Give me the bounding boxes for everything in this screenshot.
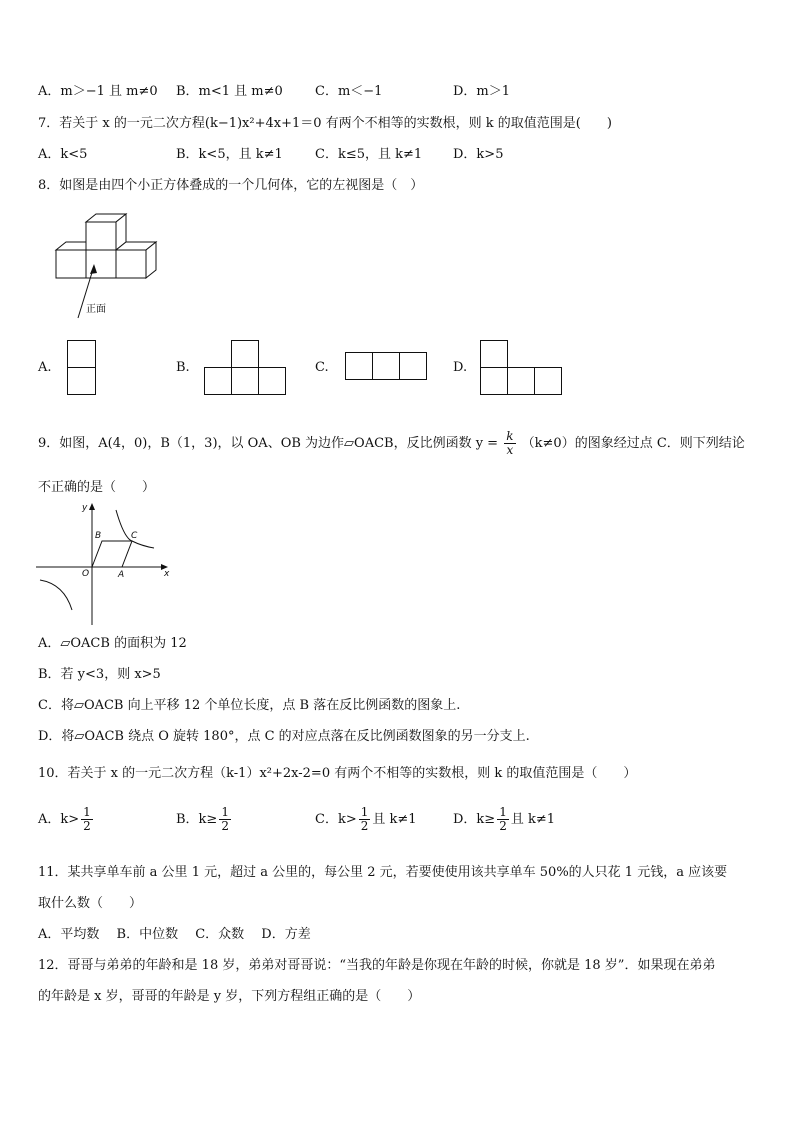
q8-option-c-label: C. — [315, 360, 329, 375]
q9-fraction — [504, 430, 515, 457]
q7-option-b: B．k<5，且 k≠1 — [176, 147, 283, 162]
q10-option-d — [453, 806, 555, 833]
q10-option-d-fraction — [497, 806, 509, 833]
q10-option-a-fraction — [81, 806, 93, 833]
q8-option-a-figure — [67, 340, 97, 396]
q8-option-b-label: B. — [176, 360, 190, 375]
q10-stem: 10．若关于 x 的一元二次方程（k-1）x²+2x-2=0 有两个不相等的实数根，则 k 的取值范围是（ ） — [38, 766, 637, 781]
q7-option-a: A．k<5 — [38, 147, 88, 162]
q9-stem-line2: 不正确的是（ ） — [38, 480, 156, 495]
q10-option-c-suffix: 且 k≠1 — [372, 812, 417, 827]
q8-option-a-label: A. — [38, 360, 52, 375]
q9-option-a: A．▱OACB 的面积为 12 — [38, 636, 187, 651]
q10-option-a-text: A．k> — [38, 812, 80, 827]
q10-option-b-fraction — [219, 806, 231, 833]
q7-stem: 7．若关于 x 的一元二次方程(k−1)x²+4x+1＝0 有两个不相等的实数根，则 k 的取值范围是( ) — [38, 116, 612, 131]
q10-option-d-frac-num: 1 — [499, 805, 507, 819]
q6-option-c: C．m＜−1 — [315, 84, 383, 99]
q9-fraction-num: k — [506, 429, 514, 443]
q9-y-axis-label: y — [82, 503, 88, 513]
q9-stem-line1 — [38, 430, 745, 457]
q10-option-c — [315, 806, 417, 833]
q9-option-c: C．将▱OACB 向上平移 12 个单位长度，点 B 落在反比例函数的图象上. — [38, 698, 461, 713]
q10-option-b — [176, 806, 233, 833]
q8-option-b-figure — [204, 340, 288, 396]
q11-stem-line1: 11．某共享单车前 a 公里 1 元，超过 a 公里的，每公里 2 元，若要使使用该共享单车 50%的人只花 1 元钱，a 应该要 — [38, 865, 728, 880]
q12-stem-line1: 12．哥哥与弟弟的年龄和是 18 岁，弟弟对哥哥说：“当我的年龄是你现在年龄的时候，你就是 18 岁”．如果现在弟弟 — [38, 958, 716, 973]
q6-option-a: A．m＞−1 且 m≠0 — [38, 84, 158, 99]
q9-point-a: A — [118, 570, 125, 580]
q10-option-a-frac-den: 2 — [83, 819, 91, 833]
q12-stem-line2: 的年龄是 x 岁，哥哥的年龄是 y 岁，下列方程组正确的是（ ） — [38, 989, 421, 1004]
q10-option-c-frac-num: 1 — [360, 805, 369, 819]
q9-option-d: D．将▱OACB 绕点 O 旋转 180°，点 C 的对应点落在反比例函数图象的另一分支上. — [38, 729, 530, 744]
q9-x-axis-label: x — [164, 569, 170, 579]
q9-fraction-den: x — [506, 443, 514, 457]
q9-point-o: O — [82, 569, 90, 579]
q10-option-d-suffix: 且 k≠1 — [510, 812, 556, 827]
q8-cube-figure — [40, 208, 170, 323]
q10-option-d-text: D．k≥ — [453, 812, 496, 827]
q10-option-c-text: C．k> — [315, 812, 357, 827]
q9-stem-part1: 9．如图，A(4，0)，B（1，3)，以 OA、OB 为边作▱OACB，反比例函数 y = — [38, 436, 499, 451]
q10-option-c-fraction — [359, 806, 371, 833]
q9-point-c: C — [131, 531, 138, 541]
q8-option-d-label: D. — [453, 360, 468, 375]
q10-option-b-text: B．k≥ — [176, 812, 218, 827]
q11-options: A．平均数 B．中位数 C．众数 D．方差 — [38, 927, 311, 942]
q6-option-b: B．m<1 且 m≠0 — [176, 84, 283, 99]
q8-option-c-figure — [345, 352, 429, 382]
q10-option-a-frac-num: 1 — [83, 805, 91, 819]
q9-graph-figure — [36, 500, 176, 628]
q10-option-c-frac-den: 2 — [360, 819, 369, 833]
q7-option-c: C．k≤5，且 k≠1 — [315, 147, 423, 162]
q8-stem: 8．如图是由四个小正方体叠成的一个几何体，它的左视图是（ ） — [38, 178, 424, 193]
q10-option-b-frac-den: 2 — [221, 819, 229, 833]
q10-option-b-frac-num: 1 — [221, 805, 229, 819]
q6-option-d: D．m＞1 — [453, 84, 511, 99]
q9-point-b: B — [95, 531, 102, 541]
q9-option-b: B．若 y<3，则 x>5 — [38, 667, 161, 682]
q11-stem-line2: 取什么数（ ） — [38, 896, 143, 911]
q8-front-label: 正面 — [86, 304, 106, 315]
q9-stem-part2: （k≠0）的图象经过点 C．则下列结论 — [521, 436, 745, 451]
q8-option-d-figure — [480, 340, 564, 397]
q10-option-a — [38, 806, 95, 833]
q10-option-d-frac-den: 2 — [499, 819, 507, 833]
q7-option-d: D．k>5 — [453, 147, 504, 162]
